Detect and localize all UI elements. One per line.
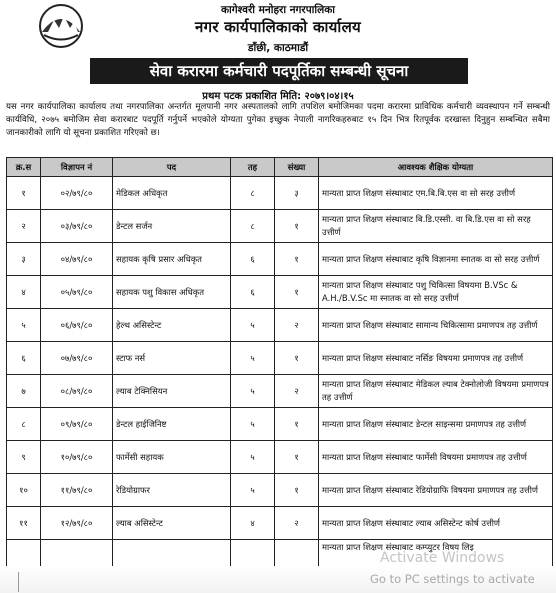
cell-level: ८ [231,177,275,210]
activation-watermark-title: Activate Windows [380,550,505,566]
table-row [7,177,553,210]
cell-qualification: मान्यता प्राप्त शिक्षण संस्थाबाट डेन्टल साइन्समा प्रमाणपत्र तह उत्तीर्ण [319,408,553,441]
cell-post: सहायक कृषि प्रसार अधिकृत [113,243,231,276]
cell-count: २ [275,309,319,342]
cell-level: ५ [231,375,275,408]
cell-sn: १ [7,177,41,210]
cell-qualification: मान्यता प्राप्त शिक्षण संस्थाबाट बि.डि.एस्सी. वा बि.डि.एस वा सो सरह उत्तीर्ण [319,210,553,243]
cell-count: १ [275,342,319,375]
cell-sn: ८ [7,408,41,441]
cell-post: सहायक पशु विकास अधिकृत [113,276,231,309]
cell-post: मेडिकल अधिकृत [113,177,231,210]
cell-adno: ०६/७९/८० [41,309,113,342]
cell-count: २ [275,375,319,408]
cell-level: ८ [231,210,275,243]
intro-paragraph: यस नगर कार्यपालिका कार्यालय तथा नगरपालिका अन्तर्गत मूलपानी नगर अस्पतालको लागि तपशिल बमोजिमका पदमा करारमा प्राविधिक कर्मचारी व्यवस्थापन गर्ने सम्बन्धी कार्यविधि, २०७५ बमोजिम सेवा करारबाट पदपूर्ति गर्नुपर्ने भएकोले योग्यता पुगेका इच्छुक नेपाली नागरिकहरुबाट १५ दिन भित्र रितपूर्वक दरखास्त दिनुहुन सम्बन्धित सबैमा जानकारीको लागि यो सूचना प्रकाशित गरिएको छ। [6,102,550,138]
cell-post: डेन्टल हाईजिनिष्ट [113,408,231,441]
cell-adno: ०३/७९/८० [41,210,113,243]
cell-adno: ०८/७९/८० [41,375,113,408]
table-row [7,441,553,474]
cell-qualification: मान्यता प्राप्त शिक्षण संस्थाबाट सामान्य चिकित्सामा प्रमाणपत्र तह उत्तीर्ण [319,309,553,342]
cell-sn: ५ [7,309,41,342]
cell-count: १ [275,408,319,441]
table-header-row [7,158,553,177]
table-row [7,408,553,441]
cell-qualification: मान्यता प्राप्त शिक्षण संस्थाबाट मेडिकल ल्याब टेक्नोलोजी विषयमा प्रमाणपत्र तह उत्तीर्ण [319,375,553,408]
cell-adno: १०/७९/८० [41,441,113,474]
notice-header [0,0,556,88]
cell-sn: २ [7,210,41,243]
col-header-post: पद [113,158,231,177]
cell-post: रेडियोग्राफर [113,474,231,507]
col-header-sn: क्र.स [7,158,41,177]
cell-level: ५ [231,474,275,507]
office-address: डाँछी, काठमाडौं [247,42,309,54]
cell-sn: ४ [7,276,41,309]
notice-title-banner: सेवा करारमा कर्मचारी पदपूर्तिका सम्बन्धी सूचना [90,58,468,84]
cell-count: १ [275,276,319,309]
cell-qualification: मान्यता प्राप्त शिक्षण संस्थाबाट रेडियोग्राफि विषयमा प्रमाणपत्र तह उत्तीर्ण [319,474,553,507]
cell-qualification: मान्यता प्राप्त शिक्षण संस्थाबाट कम्प्युटर विषय लिइ [319,540,553,583]
cell-post: ल्याब असिस्टेन्ट [113,507,231,540]
cell-qualification: मान्यता प्राप्त शिक्षण संस्थाबाट एम.बि.बि.एस वा सो सरह उत्तीर्ण [319,177,553,210]
cell-adno: १२/७९/८० [41,507,113,540]
vacancy-table [6,157,553,583]
col-header-count: संख्या [275,158,319,177]
cell-count: १ [275,474,319,507]
table-row [7,375,553,408]
table-row [7,309,553,342]
cell-adno: ११/७९/८० [41,474,113,507]
cell-sn: ७ [7,375,41,408]
cell-post: डेन्टल सर्जन [113,210,231,243]
cell-sn: १० [7,474,41,507]
cell-adno: ०५/७९/८० [41,276,113,309]
cell-level: ५ [231,342,275,375]
cell-adno: ०७/७९/८० [41,342,113,375]
cursor-divider [18,572,19,592]
cell-adno: ०४/७९/८० [41,243,113,276]
cell-level: ५ [231,309,275,342]
table-row [7,210,553,243]
activation-watermark-subtitle: Go to PC settings to activate [370,572,535,586]
cell-adno: ०९/७९/८० [41,408,113,441]
cell-sn: ६ [7,342,41,375]
cell-qualification: मान्यता प्राप्त शिक्षण संस्थाबाट फार्मेसी विषयमा प्रमाणपत्र तह उत्तीर्ण [319,441,553,474]
cell-post: ल्याब टेक्निसियन [113,375,231,408]
table-row [7,243,553,276]
cell-level: ६ [231,243,275,276]
municipality-name: कागेश्वरी मनोहरा नगरपालिका [220,4,336,16]
col-header-level: तह [231,158,275,177]
cell-level: ६ [231,276,275,309]
table-row [7,276,553,309]
cell-sn: ११ [7,507,41,540]
cell-qualification: मान्यता प्राप्त शिक्षण संस्थाबाट नर्सिङ विषयमा प्रमाणपत्र तह उत्तीर्ण [319,342,553,375]
cell-level: ५ [231,408,275,441]
cell-count: ३ [275,177,319,210]
cell-level: ५ [231,441,275,474]
table-row [7,507,553,540]
cell-count: १ [275,441,319,474]
table-row [7,342,553,375]
cell-qualification: मान्यता प्राप्त शिक्षण संस्थाबाट कृषि विज्ञानमा स्नातक वा सो सरह उत्तीर्ण [319,243,553,276]
cell-count: १ [275,243,319,276]
table-row [7,474,553,507]
cell-sn: ३ [7,243,41,276]
cell-count: १ [275,210,319,243]
cell-qualification: मान्यता प्राप्त शिक्षण संस्थाबाट पशु चिकित्सा विषयमा B.VSc & A.H./B.V.Sc मा स्नातक वा सो सरह उत्तीर्ण [319,276,553,309]
publication-date: प्रथम पटक प्रकाशित मिति: २०७९।०४।१५ [202,91,354,102]
office-name: नगर कार्यपालिकाको कार्यालय [194,18,362,36]
cell-post: फार्मेसी सहायक [113,441,231,474]
cell-count: २ [275,507,319,540]
cell-post: हेल्थ असिस्टेन्ट [113,309,231,342]
cell-post: स्टाफ नर्स [113,342,231,375]
cell-qualification: मान्यता प्राप्त शिक्षण संस्थाबाट ल्याब असिस्टेन्ट कोर्ष उत्तीर्ण [319,507,553,540]
cell-sn: ९ [7,441,41,474]
cell-adno: ०२/७९/८० [41,177,113,210]
col-header-qualification: आवश्यक शैक्षिक योग्यता [319,158,553,177]
cell-level: ४ [231,507,275,540]
col-header-adno: विज्ञापन नं [41,158,113,177]
